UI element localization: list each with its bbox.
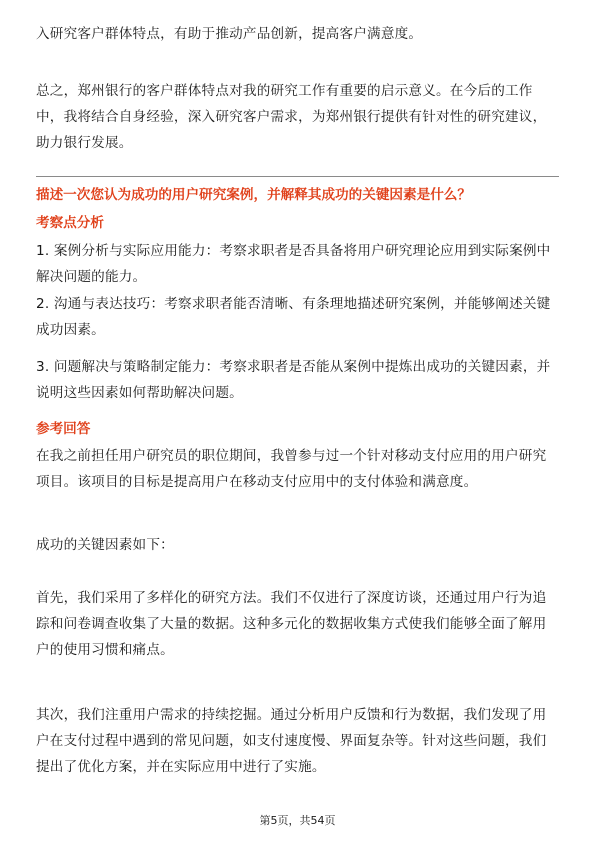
document-page [36,0,559,842]
answer-paragraph-2: 成功的关键因素如下： [36,537,174,553]
section-divider [36,176,559,177]
answer-paragraph-4: 其次，我们注重用户需求的持续挖掘。通过分析用户反馈和行为数据，我们发现了用户在支付过程中遇到的常见问题，如支付速度慢、界面复杂等。针对这些问题，我们提出了优化方案，并在实际应用中进行了实施。 [36,707,547,775]
answer-heading: 参考回答 [36,421,91,437]
interview-question: 描述一次您认为成功的用户研究案例，并解释其成功的关键因素是什么？ [36,187,471,203]
analysis-heading: 考察点分析 [36,215,104,231]
analysis-point-1: 1. 案例分析与实际应用能力：考察求职者是否具备将用户研究理论应用到实际案例中解决问题的能力。 [36,243,551,285]
analysis-point-2: 2. 沟通与表达技巧：考察求职者能否清晰、有条理地描述研究案例，并能够阐述关键成功因素。 [36,296,551,338]
answer-paragraph-3: 首先，我们采用了多样化的研究方法。我们不仅进行了深度访谈，还通过用户行为追踪和问卷调查收集了大量的数据。这种多元化的数据收集方式使我们能够全面了解用户的使用习惯和痛点。 [36,590,547,658]
page-number-footer: 第5页，共54页 [259,814,336,827]
summary-paragraph: 总之，郑州银行的客户群体特点对我的研究工作有重要的启示意义。在今后的工作中，我将结合自身经验，深入研究客户需求，为郑州银行提供有针对性的研究建议，助力银行发展。 [36,83,547,151]
answer-paragraph-1: 在我之前担任用户研究员的职位期间，我曾参与过一个针对移动支付应用的用户研究项目。该项目的目标是提高用户在移动支付应用中的支付体验和满意度。 [36,448,547,490]
analysis-point-3: 3. 问题解决与策略制定能力：考察求职者是否能从案例中提炼出成功的关键因素，并说明这些因素如何帮助解决问题。 [36,359,551,401]
intro-continuation-paragraph: 入研究客户群体特点，有助于推动产品创新，提高客户满意度。 [36,26,423,42]
